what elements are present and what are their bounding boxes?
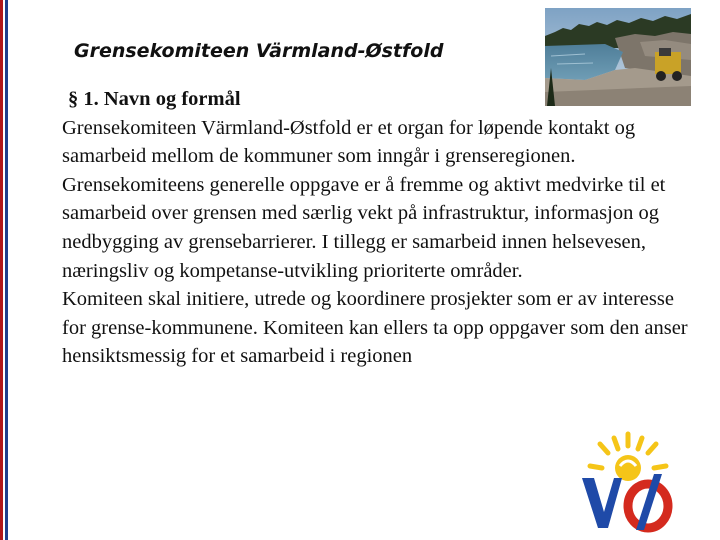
vo-logo [570,430,688,534]
slide-title: Grensekomiteen Värmland-Østfold [74,40,444,62]
paragraph-projects: Komiteen skal initiere, utrede og koordinere prosjekter som er av interesse for grense-kommunene. Komiteen kan ellers ta opp oppgaver som den anser hensiktsmessig for et samarbeid i regionen [62,288,688,368]
section-heading: § 1. Navn og formål [68,88,241,110]
paragraph-tasks: Grensekomiteens generelle oppgave er å fremme og aktivt medvirke til et samarbeid over grensen med særlig vekt på infrastruktur, informasjon og nedbygging av grensebarrierer. I tillegg er samarbeid innen helsevesen, næringsliv og kompetanse-utvikling prioriterte områder. [62,173,666,282]
left-border-stripe [0,0,8,540]
paragraph-purpose: Grensekomiteen Värmland-Østfold er et organ for løpende kontakt og samarbeid mellom de kommuner som inngår i grenseregionen. [62,116,636,168]
slide-body [62,85,692,371]
